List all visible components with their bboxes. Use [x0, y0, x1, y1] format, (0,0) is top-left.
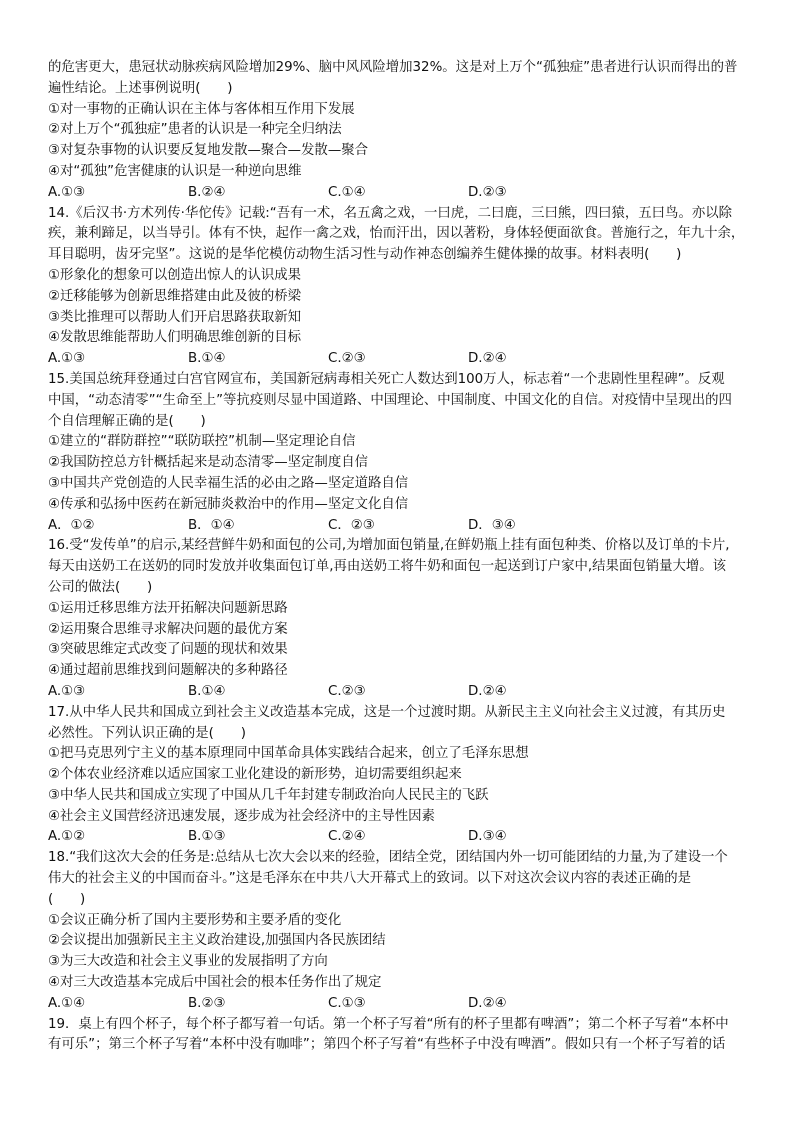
statement-4: ④对三大改造基本完成后中国社会的根本任务作出了规定	[48, 975, 382, 991]
option-b: B．①④	[188, 517, 235, 533]
option-a: A．①②	[48, 517, 95, 533]
exam-page	[48, 58, 760, 1056]
answer-options	[48, 682, 760, 703]
option-b: B.①④	[188, 351, 226, 367]
option-c: C.②④	[328, 829, 366, 845]
question-stem-line: 17.从中华人民共和国成立到社会主义改造基本完成，这是一个过渡时期。从新民主主义向社会主义过渡，有其历史	[48, 704, 726, 720]
statement-2: ②会议提出加强新民主主义政治建设,加强国内各民族团结	[48, 933, 386, 949]
option-b: B.②③	[188, 995, 226, 1011]
statement-4: ④通过超前思维找到问题解决的多种路径	[48, 663, 288, 679]
question-13	[48, 58, 760, 204]
statement-3: ③突破思维定式改变了问题的现状和效果	[48, 642, 288, 658]
option-d: D．③④	[468, 517, 516, 533]
question-stem-line: 公司的做法( )	[48, 579, 153, 595]
question-17	[48, 703, 760, 849]
question-15	[48, 370, 760, 536]
question-stem-line: 遍性结论。上述事例说明( )	[48, 80, 233, 96]
statement-2: ②个体农业经济难以适应国家工业化建设的新形势，迫切需要组织起来	[48, 767, 462, 783]
option-d: D.②③	[468, 184, 507, 200]
question-stem-line: 耳目聪明，齿牙完坚”。这说的是华佗模仿动物生活习性与动作神态创编养生健体操的故事。材料表明( )	[48, 247, 682, 263]
question-stem-line: 15.美国总统拜登通过白宫官网宣布，美国新冠病毒相关死亡人数达到100万人，标志着“一个悲剧性里程碑”。反观	[48, 371, 725, 387]
statement-4: ④对“孤独”危害健康的认识是一种逆向思维	[48, 163, 302, 179]
question-stem-line: 14.《后汉书·方术列传·华佗传》记载:“吾有一术，名五禽之戏，一曰虎，二曰鹿，三曰熊，四曰猿，五曰鸟。亦以除	[48, 205, 733, 221]
question-stem-line: 16.受“发传单”的启示,某经营鲜牛奶和面包的公司,为增加面包销量,在鲜奶瓶上挂有面包种类、价格以及订单的卡片,	[48, 538, 730, 554]
question-19	[48, 1015, 760, 1057]
option-c: C.②③	[328, 351, 366, 367]
question-stem-line: 18.“我们这次大会的任务是:总结从七次大会以来的经验，团结全党，团结国内外一切可能团结的力量,为了建设一个	[48, 850, 728, 866]
question-stem-line: 中国，“动态清零”“生命至上”等抗疫则尽显中国道路、中国理论、中国制度、中国文化的自信。对疫情中呈现出的四	[48, 392, 732, 408]
question-18	[48, 848, 760, 1014]
statement-3: ③对复杂事物的认识要反复地发散—聚合—发散—聚合	[48, 143, 368, 159]
option-b: B.①③	[188, 829, 226, 845]
option-c: C．②③	[328, 517, 375, 533]
question-14	[48, 204, 760, 370]
question-16	[48, 536, 760, 702]
question-stem-line: 有可乐”；第三个杯子写着“本杯中没有咖啡”；第四个杯子写着“有些杯子中没有啤酒”。假如只有一个杯子写着的话	[48, 1037, 726, 1053]
statement-3: ③为三大改造和社会主义事业的发展指明了方向	[48, 954, 328, 970]
statement-1: ①会议正确分析了国内主要形势和主要矛盾的变化	[48, 912, 342, 928]
option-d: D.③④	[468, 829, 507, 845]
option-c: C.②③	[328, 683, 366, 699]
statement-1: ①运用迁移思维方法开拓解决问题新思路	[48, 600, 288, 616]
answer-options	[48, 516, 760, 537]
answer-options	[48, 827, 760, 848]
option-d: D.②④	[468, 995, 507, 1011]
option-a: A.①③	[48, 184, 86, 200]
question-stem-line: 疾，兼利蹄足，以当导引。体有不快，起作一禽之戏，怡而汗出，因以著粉，身体轻便面欲食。普施行之，年九十余，	[48, 226, 745, 242]
statement-1: ①形象化的想象可以创造出惊人的认识成果	[48, 267, 302, 283]
statement-2: ②对上万个“孤独症”患者的认识是一种完全归纳法	[48, 122, 342, 138]
statement-2: ②我国防控总方针概括起来是动态清零—坚定制度自信	[48, 455, 368, 471]
option-b: B.②④	[188, 184, 226, 200]
option-a: A.①③	[48, 351, 86, 367]
question-stem-line: 必然性。下列认识正确的是( )	[48, 725, 246, 741]
statement-2: ②运用聚合思维寻求解决问题的最优方案	[48, 621, 288, 637]
option-c: C.①③	[328, 995, 366, 1011]
statement-1: ①把马克思列宁主义的基本原理同中国革命具体实践结合起来，创立了毛泽东思想	[48, 746, 529, 762]
statement-4: ④发散思维能帮助人们明确思维创新的目标	[48, 330, 302, 346]
question-stem-line: 伟大的社会主义的中国而奋斗。”这是毛泽东在中共八大开幕式上的致词。以下对这次会议内容的表述正确的是	[48, 871, 691, 887]
statement-3: ③中华人民共和国成立实现了中国从几千年封建专制政治向人民民主的飞跃	[48, 787, 489, 803]
question-stem-line: 个自信理解正确的是( )	[48, 413, 206, 429]
question-stem-line: ( )	[48, 891, 86, 907]
option-d: D.②④	[468, 351, 507, 367]
statement-1: ①建立的“群防群控”“联防联控”机制—坚定理论自信	[48, 434, 356, 450]
option-c: C.①④	[328, 184, 366, 200]
answer-options	[48, 994, 760, 1015]
option-d: D.②④	[468, 683, 507, 699]
option-b: B.①④	[188, 683, 226, 699]
statement-2: ②迁移能够为创新思维搭建由此及彼的桥梁	[48, 288, 302, 304]
option-a: A.①③	[48, 683, 86, 699]
statement-3: ③类比推理可以帮助人们开启思路获取新知	[48, 309, 302, 325]
question-stem-line: 的危害更大，患冠状动脉疾病风险增加29%、脑中风风险增加32%。这是对上万个“孤独症”患者进行认识而得出的普	[48, 60, 738, 75]
answer-options	[48, 183, 760, 204]
option-a: A.①②	[48, 829, 86, 845]
answer-options	[48, 349, 760, 370]
option-a: A.①④	[48, 995, 86, 1011]
question-stem-line: 每天由送奶工在送奶的同时发放并收集面包订单,再由送奶工将牛奶和面包一起送到订户家中,结果面包销量大增。该	[48, 559, 727, 575]
question-stem-line: 19．桌上有四个杯子，每个杯子都写着一句话。第一个杯子写着“所有的杯子里都有啤酒”；第二个杯子写着“本杯中	[48, 1016, 729, 1032]
statement-1: ①对一事物的正确认识在主体与客体相互作用下发展	[48, 101, 355, 117]
statement-4: ④传承和弘扬中医药在新冠肺炎救治中的作用—坚定文化自信	[48, 496, 409, 512]
statement-4: ④社会主义国营经济迅速发展，逐步成为社会经济中的主导性因素	[48, 808, 435, 824]
statement-3: ③中国共产党创造的人民幸福生活的必由之路—坚定道路自信	[48, 475, 409, 491]
